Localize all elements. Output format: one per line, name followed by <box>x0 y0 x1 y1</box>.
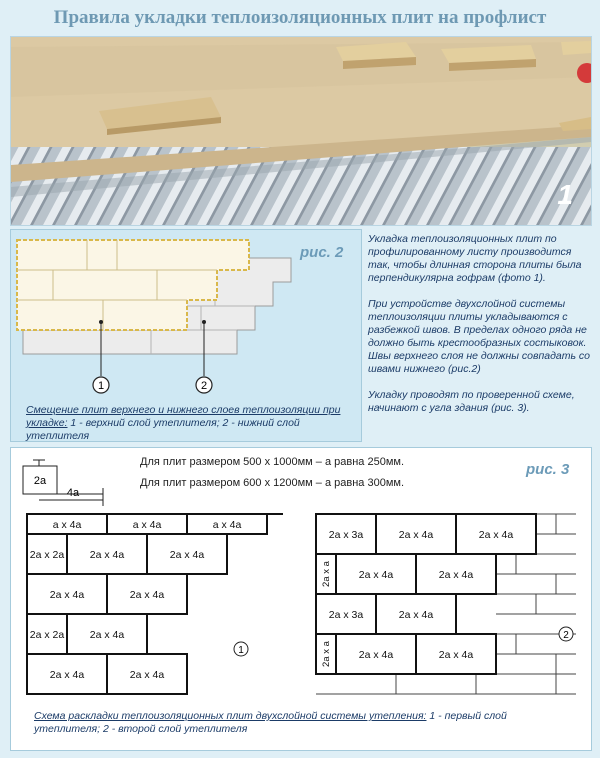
figure-2-label: рис. 2 <box>300 244 344 261</box>
fig2-marker-2: 2 <box>200 380 208 392</box>
figure-2-caption-text: 1 - верхний слой утеплителя; 2 - нижний слой утеплителя <box>26 417 300 442</box>
s1-r1-c3: a x 4a <box>212 519 242 531</box>
s2-r4-c2: 2a x 4a <box>438 649 474 661</box>
s1-r5-c1: 2a x 4a <box>49 669 85 681</box>
s2-r1-c2: 2a x 4a <box>398 529 434 541</box>
s1-r4-c2: 2a x 4a <box>89 629 125 641</box>
s1-r4-c1: 2a x 2a <box>29 629 65 641</box>
s1-r3-c1: 2a x 4a <box>49 589 85 601</box>
fig3-rule-2: Для плит размером 600 х 1200мм – a равна 300мм. <box>140 477 405 489</box>
side-paragraph-3: Укладку проводят по проверенной схеме, начинают с угла здания (рис. 3). <box>368 389 575 414</box>
s1-r1-c1: a x 4a <box>52 519 82 531</box>
fig3-rule-1: Для плит размером 500 х 1000мм – a равна 250мм. <box>140 456 405 468</box>
dim-vertical-label: 2a <box>33 475 47 487</box>
figure-2-caption-title: Смещение плит верхнего и нижнего слоев теплоизоляции при укладке: <box>26 404 341 429</box>
page-title: Правила укладки теплоизоляционных плит на профлист <box>53 7 547 28</box>
roof-photo-illustration <box>11 37 591 225</box>
scheme-1 <box>27 514 283 694</box>
s1-r2-c1: 2a x 2a <box>29 549 65 561</box>
s2-r1-c3: 2a x 4a <box>478 529 514 541</box>
figure-3-caption-title: Схема раскладки теплоизоляционных плит двухслойной системы утепления: <box>34 710 427 722</box>
dimension-legend <box>23 460 103 506</box>
side-description <box>368 233 590 428</box>
s1-r5-c2: 2a x 4a <box>129 669 165 681</box>
fig2-marker-1: 1 <box>97 380 105 392</box>
s2-r2-c2: 2a x 4a <box>438 569 474 581</box>
s1-r1-c2: a x 4a <box>132 519 162 531</box>
layout-scheme-diagram <box>11 448 591 750</box>
s2-r4-side: 2a x a <box>321 641 332 667</box>
s1-r2-c2: 2a x 4a <box>89 549 125 561</box>
figure-3-panel <box>10 447 592 751</box>
scheme-2-marker: 2 <box>563 630 569 641</box>
s2-r3-c2: 2a x 4a <box>398 609 434 621</box>
s2-r4-c1: 2a x 4a <box>358 649 394 661</box>
figure-2-caption <box>26 404 346 443</box>
photo-number: 1 <box>557 179 573 210</box>
s2-r3-c1: 2a x 3a <box>328 609 364 621</box>
side-paragraph-2: При устройстве двухслойной системы теплоизоляции плиты укладываются с разбежкой швов. В пределах одного ряда не должно быть крестообразных состыковок. Швы верхнего слоя не должны совпадать со швами нижнего (рис.2) <box>368 298 590 375</box>
scheme-1-marker: 1 <box>238 645 244 656</box>
figure-3-caption <box>34 710 574 736</box>
s1-r3-c2: 2a x 4a <box>129 589 165 601</box>
roof-photo <box>10 36 592 226</box>
s2-r2-side: 2a x a <box>321 561 332 587</box>
s2-r1-c1: 2a x 3a <box>328 529 364 541</box>
side-paragraph-1: Укладка теплоизоляционных плит по профилированному листу производится так, чтобы длинная сторона плиты была перпендикулярна гофрам (фото 1). <box>368 233 582 284</box>
s2-r2-c1: 2a x 4a <box>358 569 394 581</box>
s1-r2-c3: 2a x 4a <box>169 549 205 561</box>
figure-3-label: рис. 3 <box>526 461 570 478</box>
dim-horizontal-label: 4a <box>66 487 80 499</box>
figure-3-caption-text: 1 - первый слой утеплителя; 2 - второй слой утеплителя <box>34 710 507 735</box>
